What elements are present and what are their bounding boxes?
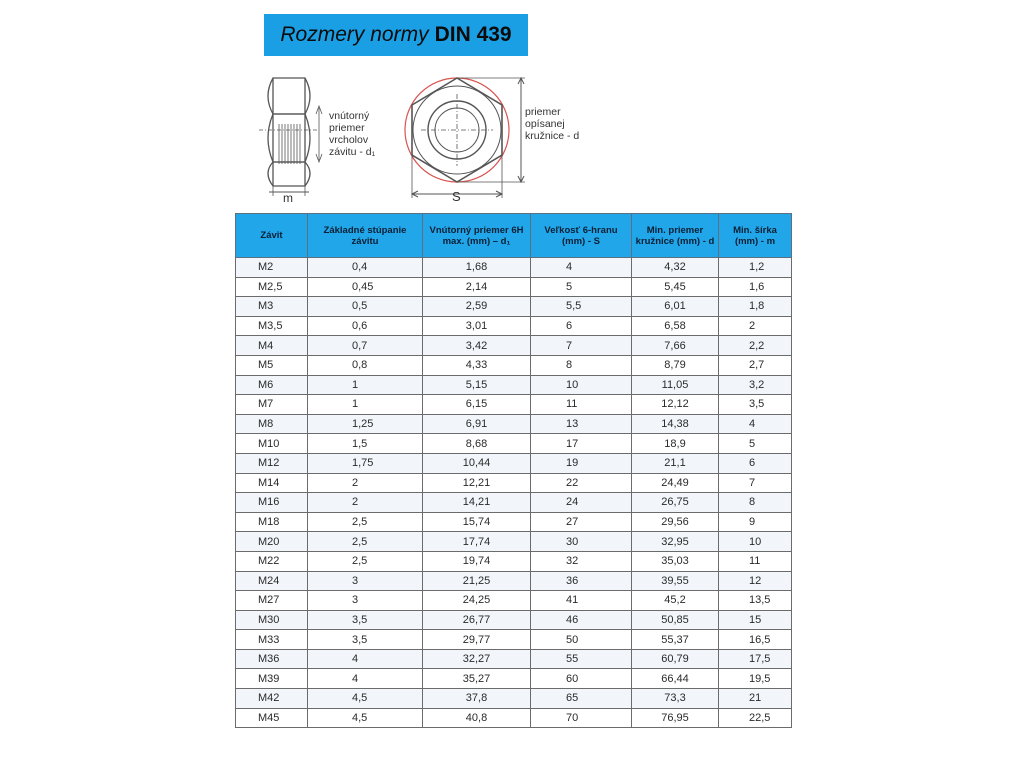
cell-min-width: 4	[719, 414, 792, 434]
cell-min-width: 17,5	[719, 649, 792, 669]
cell-min-width: 21	[719, 689, 792, 709]
cell-inner-diameter: 4,33	[423, 355, 531, 375]
cell-min-circle: 55,37	[632, 630, 719, 650]
table-row	[236, 434, 792, 454]
cell-min-width: 8	[719, 493, 792, 513]
table-header-row	[236, 214, 792, 258]
table-row	[236, 630, 792, 650]
cell-pitch: 4	[308, 669, 423, 689]
cell-pitch: 0,8	[308, 355, 423, 375]
cell-pitch: 2,5	[308, 532, 423, 552]
cell-min-circle: 7,66	[632, 336, 719, 356]
cell-pitch: 1	[308, 375, 423, 395]
cell-thread: M42	[236, 689, 308, 709]
cell-pitch: 1,75	[308, 453, 423, 473]
cell-hex-size: 30	[531, 532, 632, 552]
cell-inner-diameter: 37,8	[423, 689, 531, 709]
cell-thread: M6	[236, 375, 308, 395]
table-row	[236, 532, 792, 552]
cell-inner-diameter: 8,68	[423, 434, 531, 454]
table-row	[236, 512, 792, 532]
table-row	[236, 649, 792, 669]
cell-min-circle: 26,75	[632, 493, 719, 513]
table-row	[236, 375, 792, 395]
cell-pitch: 4	[308, 649, 423, 669]
cell-pitch: 2	[308, 493, 423, 513]
table-row	[236, 414, 792, 434]
cell-hex-size: 70	[531, 708, 632, 728]
cell-inner-diameter: 15,74	[423, 512, 531, 532]
cell-min-circle: 73,3	[632, 689, 719, 709]
cell-min-width: 22,5	[719, 708, 792, 728]
cell-inner-diameter: 3,42	[423, 336, 531, 356]
table-row	[236, 669, 792, 689]
table-row	[236, 493, 792, 513]
cell-inner-diameter: 40,8	[423, 708, 531, 728]
cell-hex-size: 4	[531, 258, 632, 278]
cell-min-circle: 4,32	[632, 258, 719, 278]
cell-min-width: 1,8	[719, 297, 792, 317]
cell-min-width: 3,2	[719, 375, 792, 395]
cell-inner-diameter: 35,27	[423, 669, 531, 689]
cell-thread: M45	[236, 708, 308, 728]
cell-thread: M39	[236, 669, 308, 689]
cell-thread: M10	[236, 434, 308, 454]
cell-min-width: 13,5	[719, 591, 792, 611]
table-row	[236, 355, 792, 375]
cell-min-width: 9	[719, 512, 792, 532]
cell-pitch: 4,5	[308, 708, 423, 728]
cell-hex-size: 24	[531, 493, 632, 513]
cell-min-circle: 14,38	[632, 414, 719, 434]
cell-min-width: 3,5	[719, 395, 792, 415]
din439-table	[235, 213, 792, 728]
cell-min-width: 12	[719, 571, 792, 591]
table-row	[236, 336, 792, 356]
cell-min-circle: 60,79	[632, 649, 719, 669]
cell-thread: M7	[236, 395, 308, 415]
cell-pitch: 0,45	[308, 277, 423, 297]
cell-hex-size: 55	[531, 649, 632, 669]
table-row	[236, 395, 792, 415]
cell-pitch: 3,5	[308, 610, 423, 630]
cell-pitch: 4,5	[308, 689, 423, 709]
cell-thread: M27	[236, 591, 308, 611]
cell-hex-size: 5	[531, 277, 632, 297]
cell-inner-diameter: 26,77	[423, 610, 531, 630]
header-pitch: Základné stúpanie závitu	[308, 214, 423, 258]
cell-hex-size: 6	[531, 316, 632, 336]
cell-inner-diameter: 17,74	[423, 532, 531, 552]
header-thread: Závit	[236, 214, 308, 258]
side-diameter-label: vnútorný priemer vrcholov závitu - d₁	[329, 110, 376, 158]
cell-hex-size: 5,5	[531, 297, 632, 317]
header-min-circle: Min. priemer kružnice (mm) - d	[632, 214, 719, 258]
cell-thread: M3	[236, 297, 308, 317]
cell-hex-size: 10	[531, 375, 632, 395]
cell-hex-size: 41	[531, 591, 632, 611]
cell-hex-size: 8	[531, 355, 632, 375]
cell-thread: M24	[236, 571, 308, 591]
table-row	[236, 571, 792, 591]
cell-hex-size: 22	[531, 473, 632, 493]
cell-inner-diameter: 10,44	[423, 453, 531, 473]
cell-thread: M33	[236, 630, 308, 650]
table-row	[236, 689, 792, 709]
cell-pitch: 0,7	[308, 336, 423, 356]
circumscribed-diameter-label: priemer opísanej kružnice - d	[525, 106, 580, 142]
cell-inner-diameter: 6,15	[423, 395, 531, 415]
cell-min-circle: 12,12	[632, 395, 719, 415]
cell-pitch: 2,5	[308, 512, 423, 532]
cell-min-circle: 21,1	[632, 453, 719, 473]
cell-thread: M22	[236, 551, 308, 571]
cell-min-circle: 29,56	[632, 512, 719, 532]
cell-hex-size: 46	[531, 610, 632, 630]
cell-hex-size: 19	[531, 453, 632, 473]
cell-inner-diameter: 12,21	[423, 473, 531, 493]
cell-pitch: 3,5	[308, 630, 423, 650]
cell-hex-size: 17	[531, 434, 632, 454]
cell-thread: M12	[236, 453, 308, 473]
cell-inner-diameter: 32,27	[423, 649, 531, 669]
table-row	[236, 473, 792, 493]
cell-inner-diameter: 2,14	[423, 277, 531, 297]
cell-hex-size: 60	[531, 669, 632, 689]
cell-min-circle: 11,05	[632, 375, 719, 395]
table-row	[236, 316, 792, 336]
cell-inner-diameter: 21,25	[423, 571, 531, 591]
cell-min-width: 6	[719, 453, 792, 473]
table-row	[236, 551, 792, 571]
cell-pitch: 3	[308, 571, 423, 591]
cell-min-circle: 6,58	[632, 316, 719, 336]
cell-thread: M36	[236, 649, 308, 669]
cell-min-width: 1,6	[719, 277, 792, 297]
cell-min-width: 19,5	[719, 669, 792, 689]
nut-diagram	[255, 68, 615, 208]
cell-pitch: 1	[308, 395, 423, 415]
nut-top-view	[405, 78, 525, 198]
cell-min-circle: 76,95	[632, 708, 719, 728]
cell-min-circle: 18,9	[632, 434, 719, 454]
cell-inner-diameter: 2,59	[423, 297, 531, 317]
cell-inner-diameter: 1,68	[423, 258, 531, 278]
cell-thread: M14	[236, 473, 308, 493]
cell-pitch: 1,5	[308, 434, 423, 454]
cell-inner-diameter: 5,15	[423, 375, 531, 395]
table-row	[236, 708, 792, 728]
cell-thread: M20	[236, 532, 308, 552]
cell-min-width: 2	[719, 316, 792, 336]
cell-min-circle: 39,55	[632, 571, 719, 591]
cell-inner-diameter: 6,91	[423, 414, 531, 434]
cell-min-circle: 66,44	[632, 669, 719, 689]
cell-thread: M18	[236, 512, 308, 532]
cell-thread: M2,5	[236, 277, 308, 297]
cell-pitch: 2	[308, 473, 423, 493]
cell-pitch: 0,4	[308, 258, 423, 278]
cell-min-width: 11	[719, 551, 792, 571]
cell-min-width: 10	[719, 532, 792, 552]
cell-min-width: 16,5	[719, 630, 792, 650]
cell-hex-size: 32	[531, 551, 632, 571]
width-m-label: m	[283, 191, 293, 205]
cell-thread: M3,5	[236, 316, 308, 336]
cell-min-width: 5	[719, 434, 792, 454]
cell-hex-size: 36	[531, 571, 632, 591]
cell-hex-size: 65	[531, 689, 632, 709]
cell-hex-size: 27	[531, 512, 632, 532]
hex-size-s-label: S	[452, 189, 461, 204]
cell-inner-diameter: 14,21	[423, 493, 531, 513]
cell-min-width: 15	[719, 610, 792, 630]
cell-min-circle: 32,95	[632, 532, 719, 552]
table-row	[236, 453, 792, 473]
cell-thread: M30	[236, 610, 308, 630]
table-row	[236, 297, 792, 317]
cell-thread: M5	[236, 355, 308, 375]
cell-thread: M2	[236, 258, 308, 278]
table-row	[236, 610, 792, 630]
nut-side-view	[259, 78, 322, 196]
cell-inner-diameter: 19,74	[423, 551, 531, 571]
header-hex-size: Veľkosť 6-hranu (mm) - S	[531, 214, 632, 258]
cell-thread: M8	[236, 414, 308, 434]
cell-min-width: 1,2	[719, 258, 792, 278]
page-title	[264, 14, 528, 56]
header-inner-diameter: Vnútorný priemer 6H max. (mm) – d₁	[423, 214, 531, 258]
cell-thread: M16	[236, 493, 308, 513]
cell-pitch: 3	[308, 591, 423, 611]
title-italic: Rozmery normy	[280, 23, 429, 46]
cell-hex-size: 7	[531, 336, 632, 356]
title-bold: DIN 439	[434, 23, 512, 46]
cell-min-circle: 5,45	[632, 277, 719, 297]
cell-min-circle: 6,01	[632, 297, 719, 317]
cell-inner-diameter: 3,01	[423, 316, 531, 336]
cell-min-circle: 8,79	[632, 355, 719, 375]
cell-min-circle: 24,49	[632, 473, 719, 493]
cell-inner-diameter: 29,77	[423, 630, 531, 650]
table-row	[236, 277, 792, 297]
cell-min-circle: 50,85	[632, 610, 719, 630]
cell-pitch: 0,6	[308, 316, 423, 336]
cell-hex-size: 11	[531, 395, 632, 415]
cell-min-width: 2,7	[719, 355, 792, 375]
cell-min-circle: 45,2	[632, 591, 719, 611]
cell-pitch: 2,5	[308, 551, 423, 571]
table-row	[236, 591, 792, 611]
header-min-width: Min. šírka (mm) - m	[719, 214, 792, 258]
table-body	[236, 258, 792, 728]
cell-pitch: 0,5	[308, 297, 423, 317]
table-row	[236, 258, 792, 278]
cell-hex-size: 50	[531, 630, 632, 650]
cell-min-width: 7	[719, 473, 792, 493]
cell-pitch: 1,25	[308, 414, 423, 434]
cell-hex-size: 13	[531, 414, 632, 434]
cell-min-circle: 35,03	[632, 551, 719, 571]
cell-thread: M4	[236, 336, 308, 356]
cell-min-width: 2,2	[719, 336, 792, 356]
cell-inner-diameter: 24,25	[423, 591, 531, 611]
